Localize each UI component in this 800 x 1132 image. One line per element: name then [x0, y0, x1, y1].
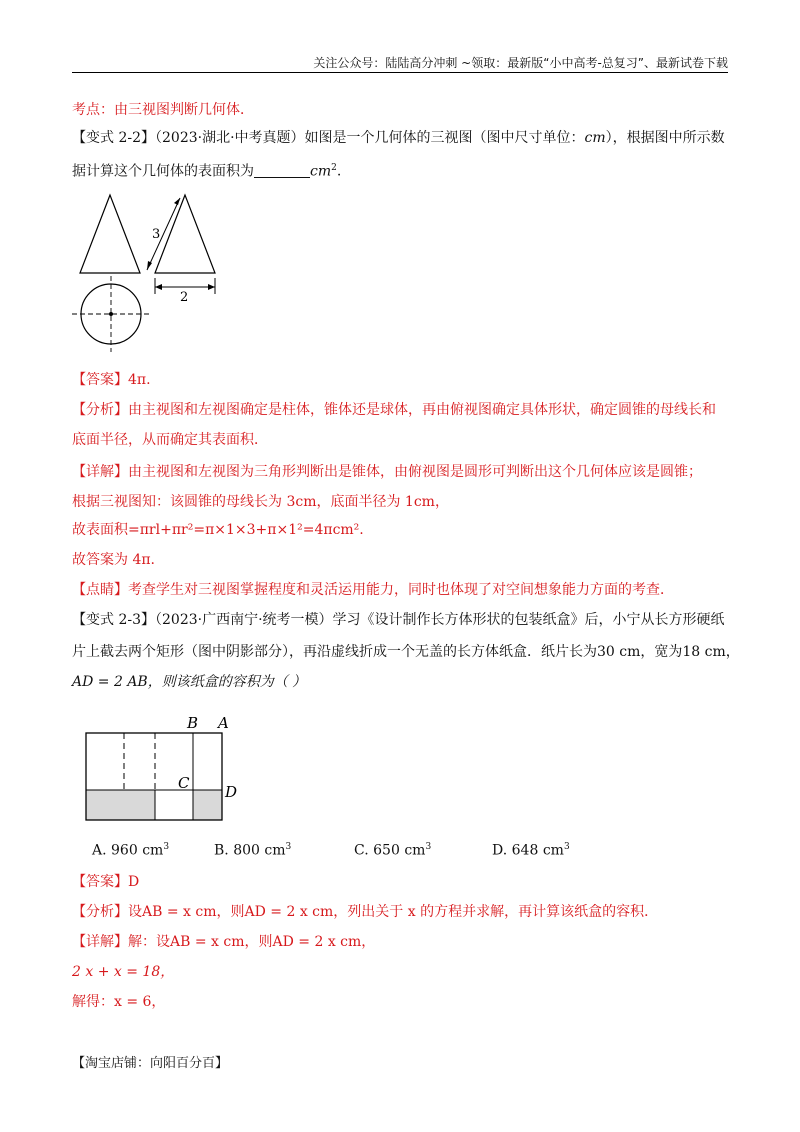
option-unit: cm: [542, 842, 564, 859]
fenxi-tag: 【分析】: [72, 904, 128, 920]
option-letter: B.: [214, 842, 229, 859]
option-unit: cm: [404, 842, 426, 859]
option-c[interactable]: [354, 842, 431, 859]
option-a[interactable]: [92, 842, 169, 859]
footer-text: 【淘宝店铺：向阳百分百】: [72, 1056, 229, 1071]
label-A: A: [218, 714, 229, 732]
option-value: 650: [373, 842, 400, 859]
option-d[interactable]: [492, 842, 570, 859]
xiangjie-line-2: [72, 932, 728, 952]
arrow-head-icon: [208, 284, 215, 290]
option-letter: C.: [354, 842, 369, 859]
question-tag: 【变式 2-2】: [72, 130, 155, 146]
answer-line-2: [72, 872, 728, 892]
option-b[interactable]: [214, 842, 291, 859]
question-2-2-line2: [72, 158, 728, 182]
fenxi-text: 由主视图和左视图确定是柱体，锥体还是球体，再由俯视图确定具体形状，确定圆锥的母线长和: [128, 402, 716, 418]
answer-value: 4π.: [128, 372, 151, 388]
fenxi-line1: [72, 400, 728, 420]
question-text-end: ），根据图中所示数: [605, 130, 725, 146]
option-value: 960: [111, 842, 138, 859]
question-2-3-line1: [72, 610, 728, 630]
slant-label: 3: [152, 227, 161, 242]
option-unit: cm: [264, 842, 286, 859]
fenxi-line2: 底面半径，从而确定其表面积．: [72, 432, 268, 448]
option-unit-sup: 3: [425, 842, 432, 852]
option-unit-sup: 3: [563, 842, 570, 852]
shaded-rect-left: [86, 790, 155, 820]
xiangjie-text: 解：设AB = x cm，则AD = 2 x cm，: [128, 934, 376, 950]
question-2-2-line1: [72, 128, 728, 148]
dianjing-line: [72, 580, 728, 600]
footer: [72, 1052, 228, 1071]
answer-line: [72, 370, 728, 390]
question-text: （2023·广西南宁·统考一模）学习《设计制作长方体形状的包装纸盒》后，小宁从长方形硬纸: [155, 612, 725, 628]
arrow-head-icon: [155, 284, 162, 290]
fenxi-text: 设AB = x cm，则AD = 2 x cm，列出关于 x 的方程并求解，再计算该纸盒的容积．: [128, 904, 659, 920]
label-D: D: [225, 783, 238, 801]
xiangjie-line1: [72, 462, 728, 482]
question-text: 据计算这个几何体的表面积为: [72, 163, 254, 180]
question-text-end: .: [336, 163, 342, 180]
shaded-rect-right: [193, 790, 222, 820]
label-C: C: [178, 774, 190, 792]
answer-tag: 【答案】: [72, 874, 128, 890]
option-letter: D.: [492, 842, 508, 859]
dianjing-text: 考查学生对三视图掌握程度和灵活运用能力，同时也体现了对空间想象能力方面的考查．: [128, 582, 674, 598]
header-rule: [72, 72, 728, 73]
cardboard-figure: [80, 708, 250, 828]
width-label: 2: [180, 290, 189, 305]
dianjing-tag: 【点睛】: [72, 582, 128, 598]
answer-value: D: [128, 874, 140, 890]
unit-sup: 2: [331, 163, 337, 173]
question-text: （2023·湖北·中考真题）如图是一个几何体的三视图（图中尺寸单位：: [155, 130, 585, 146]
equation-2: 解得：x = 6，: [72, 994, 166, 1010]
question-2-3-line3: AD = 2 AB，则该纸盒的容积为（ ）: [72, 674, 307, 690]
option-letter: A.: [92, 842, 107, 859]
option-unit-sup: 3: [163, 842, 170, 852]
unit: cm: [584, 130, 606, 146]
xiangjie-tag: 【详解】: [72, 934, 128, 950]
header-text: 关注公众号：陆陆高分冲刺 ~领取：最新版“小中高考-总复习”、最新试卷下载: [313, 56, 728, 70]
answer-tag: 【答案】: [72, 372, 128, 388]
fenxi-tag: 【分析】: [72, 402, 128, 418]
unit: cm: [310, 163, 332, 180]
question-2-3-line2: 片上截去两个矩形（图中阴影部分），再沿虚线折成一个无盖的长方体纸盒．纸片长为30 cm，宽为18 cm，: [72, 644, 740, 660]
answer-blank: [254, 163, 310, 178]
question-tag: 【变式 2-3】: [72, 612, 155, 628]
fenxi-line-2: [72, 902, 728, 922]
xiangjie-line2: 根据三视图知：该圆锥的母线长为 3cm，底面半径为 1cm，: [72, 494, 449, 510]
equation-1: 2 x + x = 18，: [72, 964, 175, 980]
option-unit: cm: [142, 842, 164, 859]
arrow-head-icon: [174, 198, 180, 205]
center-point: [109, 312, 113, 316]
xiangjie-line4: 故答案为 4π.: [72, 552, 156, 568]
option-unit-sup: 3: [285, 842, 292, 852]
xiangjie-tag: 【详解】: [72, 464, 128, 480]
page-header: [72, 54, 728, 74]
three-view-figure: [70, 190, 230, 355]
kaodian-line: 考点：由三视图判断几何体．: [72, 102, 254, 118]
xiangjie-text: 由主视图和左视图为三角形判断出是锥体，由俯视图是圆形可判断出这个几何体应该是圆锥；: [128, 464, 702, 480]
xiangjie-line3: 故表面积=πrl+πr²=π×1×3+π×1²=4πcm².: [72, 522, 364, 538]
arrow-head-icon: [147, 261, 152, 270]
option-value: 648: [511, 842, 539, 859]
label-B: B: [187, 714, 199, 732]
option-value: 800: [233, 842, 260, 859]
front-view-triangle: [80, 195, 140, 273]
